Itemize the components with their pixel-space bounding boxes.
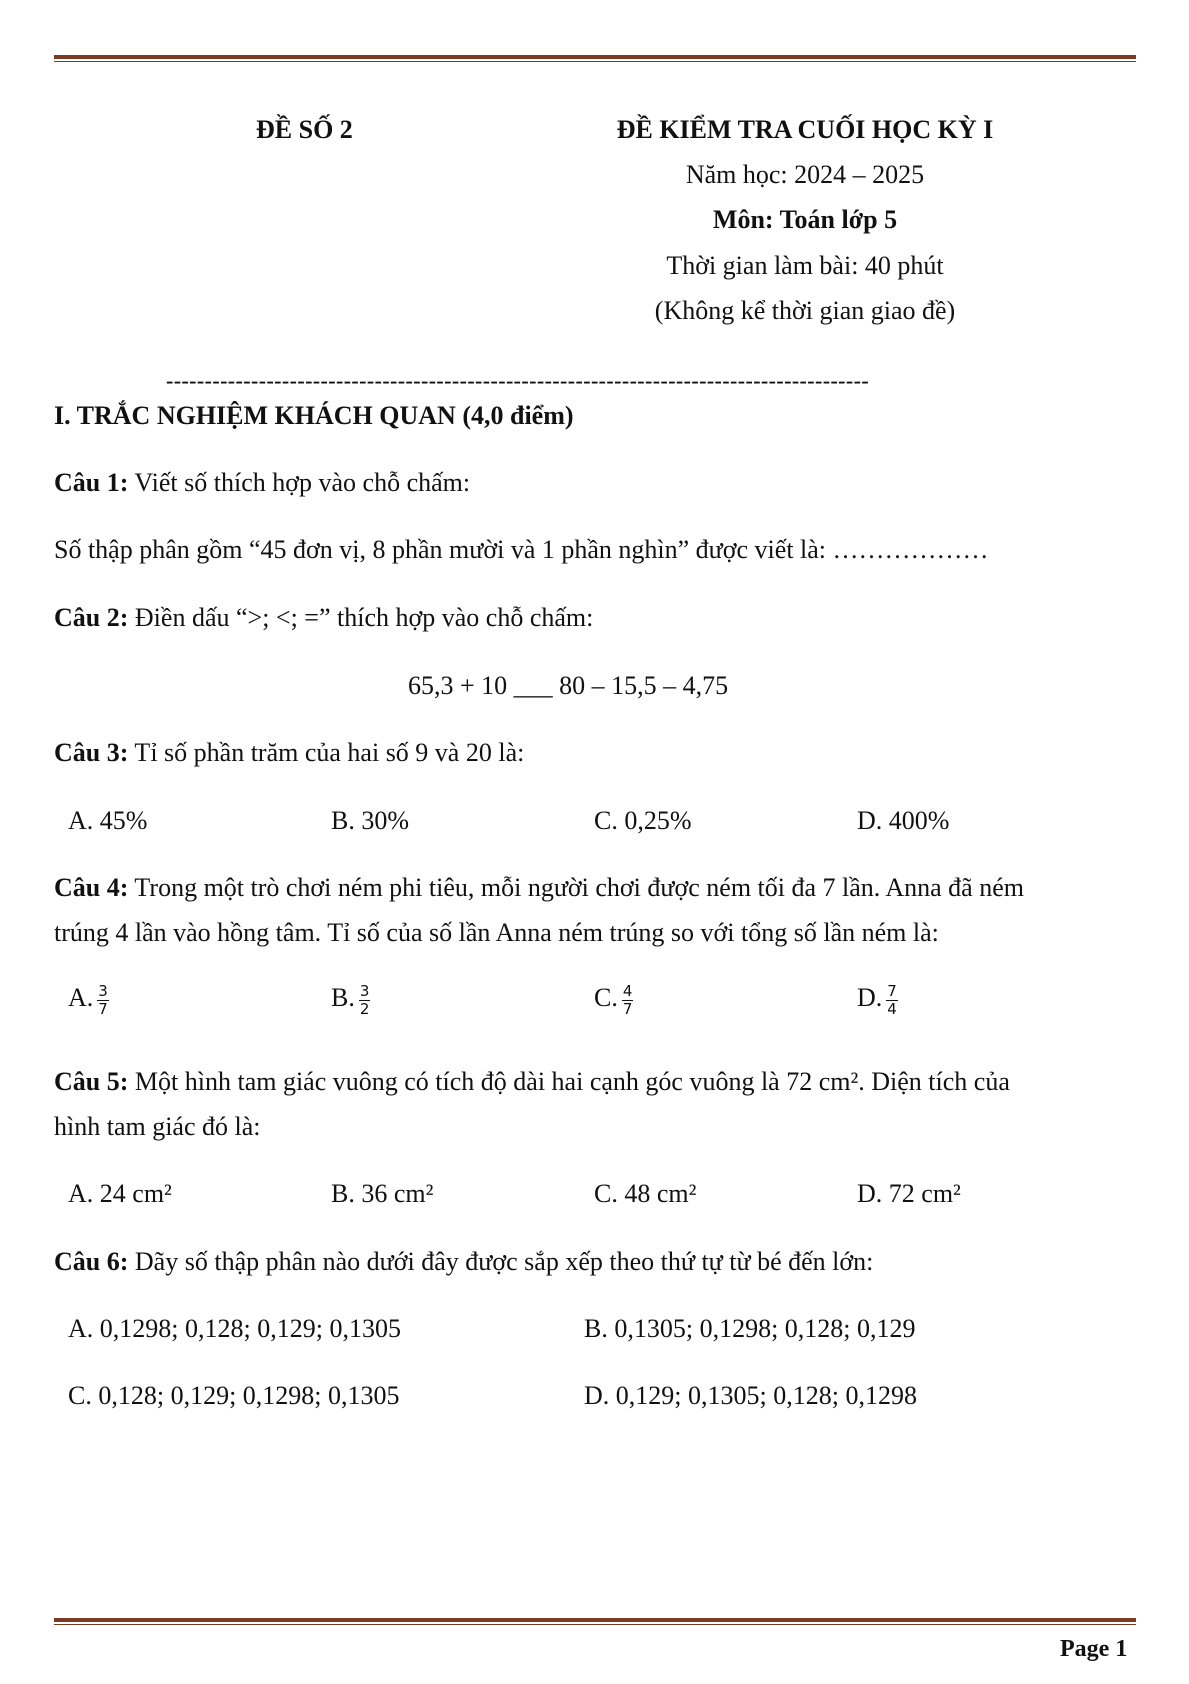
fraction-numerator: 4: [622, 981, 633, 1000]
question-6-option-c[interactable]: C. 0,128; 0,129; 0,1298; 0,1305: [68, 1381, 400, 1410]
duration: Thời gian làm bài: 40 phút: [666, 251, 944, 280]
fraction: [886, 983, 898, 1018]
fraction-numerator: 3: [98, 981, 108, 1000]
section-title: I. TRẮC NGHIỆM KHÁCH QUAN (4,0 điểm): [54, 401, 574, 430]
question-2-label: Câu 2:: [54, 603, 129, 632]
header-separator: -------------------------------------------------------------------------------------------: [166, 370, 870, 392]
fraction-numerator: 3: [359, 981, 370, 1000]
question-4-option-a[interactable]: [68, 974, 109, 1022]
top-rule: [54, 55, 1136, 62]
fraction: [359, 983, 371, 1018]
question-1: [54, 467, 470, 499]
question-4-line2: trúng 4 lần vào hồng tâm. Tỉ số của số lần Anna ném trúng so với tổng số lần ném là:: [54, 918, 939, 947]
question-6-option-a[interactable]: A. 0,1298; 0,128; 0,129; 0,1305: [68, 1314, 401, 1343]
question-6-label: Câu 6:: [54, 1247, 129, 1276]
page-number: Page 1: [1060, 1636, 1128, 1662]
question-5-option-a[interactable]: A. 24 cm²: [68, 1179, 172, 1208]
option-letter: C.: [594, 983, 618, 1012]
question-4: [54, 872, 1024, 904]
fraction-denominator: 4: [887, 999, 897, 1018]
question-2-text: Điền dấu “>; <; =” thích hợp vào chỗ chấm:: [128, 603, 594, 632]
question-3-option-c[interactable]: C. 0,25%: [594, 806, 692, 835]
question-4-text: Trong một trò chơi ném phi tiêu, mỗi người chơi được ném tối đa 7 lần. Anna đã ném: [128, 873, 1024, 902]
school-year: Năm học: 2024 – 2025: [685, 160, 925, 189]
question-3: [54, 737, 524, 769]
question-5-option-c[interactable]: C. 48 cm²: [594, 1179, 697, 1208]
question-3-label: Câu 3:: [54, 738, 129, 767]
question-5: [54, 1066, 1010, 1098]
question-6-option-d[interactable]: D. 0,129; 0,1305; 0,128; 0,1298: [584, 1381, 917, 1410]
exam-number: ĐỀ SỐ 2: [256, 115, 353, 144]
question-4-label: Câu 4:: [54, 873, 129, 902]
fraction-numerator: 7: [887, 981, 897, 1000]
question-4-option-b[interactable]: [331, 974, 370, 1022]
question-6-option-b[interactable]: B. 0,1305; 0,1298; 0,128; 0,129: [584, 1314, 916, 1343]
question-3-option-b[interactable]: B. 30%: [331, 806, 409, 835]
option-letter: A.: [68, 983, 94, 1012]
question-5-line2: hình tam giác đó là:: [54, 1112, 261, 1141]
option-letter: D.: [857, 983, 883, 1012]
question-1-label: Câu 1:: [54, 468, 129, 497]
option-letter: B.: [331, 983, 355, 1012]
question-5-label: Câu 5:: [54, 1067, 129, 1096]
fraction-denominator: 2: [359, 999, 370, 1018]
question-4-option-c[interactable]: [594, 974, 633, 1022]
exam-title: ĐỀ KIỂM TRA CUỐI HỌC KỲ I: [616, 115, 994, 144]
fraction: [97, 983, 109, 1018]
question-3-option-a[interactable]: A. 45%: [68, 806, 148, 835]
bottom-rule: [54, 1618, 1136, 1625]
question-3-option-d[interactable]: D. 400%: [857, 806, 950, 835]
fraction-denominator: 7: [98, 999, 108, 1018]
fraction: [622, 983, 634, 1018]
question-5-option-d[interactable]: D. 72 cm²: [857, 1179, 961, 1208]
question-5-option-b[interactable]: B. 36 cm²: [331, 1179, 434, 1208]
fraction-denominator: 7: [622, 999, 633, 1018]
question-2: [54, 602, 593, 634]
question-4-option-d[interactable]: [857, 974, 898, 1022]
question-1-text: Viết số thích hợp vào chỗ chấm:: [128, 468, 471, 497]
subject: Môn: Toán lớp 5: [712, 205, 898, 234]
exam-note: (Không kể thời gian giao đề): [654, 296, 956, 325]
question-6-text: Dãy số thập phân nào dưới đây được sắp xếp theo thứ tự từ bé đến lớn:: [128, 1247, 874, 1276]
question-6: [54, 1246, 873, 1278]
question-1-line2: Số thập phân gồm “45 đơn vị, 8 phần mười và 1 phần nghìn” được viết là: ………………: [54, 535, 989, 564]
question-5-text: Một hình tam giác vuông có tích độ dài hai cạnh góc vuông là 72 cm². Diện tích của: [128, 1067, 1010, 1096]
question-3-text: Tỉ số phần trăm của hai số 9 và 20 là:: [128, 738, 525, 767]
question-2-expression: 65,3 + 10 ___ 80 – 15,5 – 4,75: [408, 671, 729, 700]
